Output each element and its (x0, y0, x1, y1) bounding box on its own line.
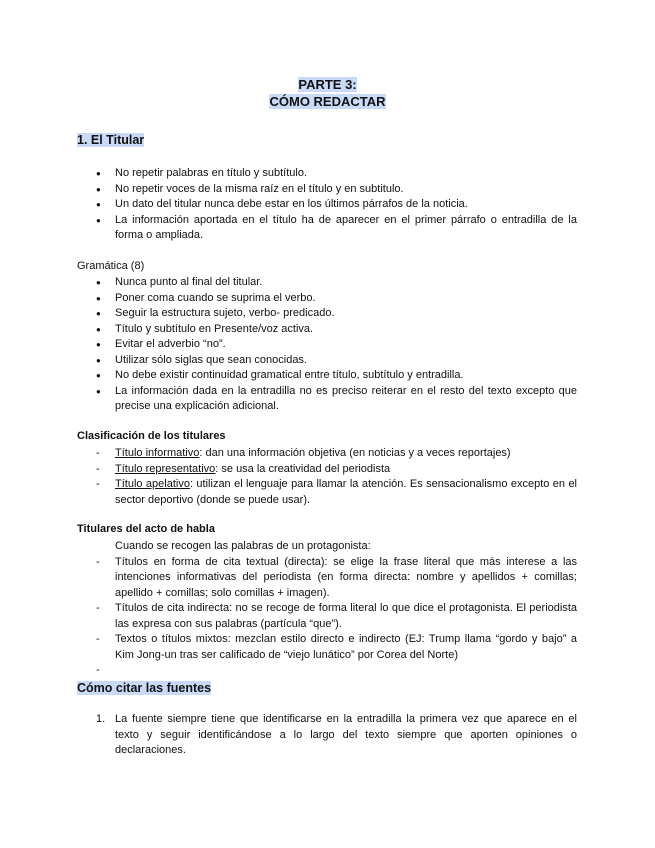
acto-habla-list (77, 539, 577, 679)
acto-habla-heading: Titulares del acto de habla (77, 523, 215, 535)
list-item (77, 712, 577, 759)
list-item-text: La fuente siempre tiene que identificarse en la entradilla la primera vez que aparece en el texto y seguir identificándose a lo largo del texto siempre que aporten opiniones o declaraciones. (115, 713, 577, 756)
list-number: 1. (96, 713, 106, 725)
list-item: ● Nunca punto al final del titular. (77, 275, 577, 291)
title-line-1: PARTE 3: (298, 77, 357, 92)
section-heading-titular (77, 133, 144, 147)
list-item-empty (77, 663, 577, 679)
list-item: - Textos o títulos mixtos: mezclan estilo directo e indirecto (EJ: Trump llama “gordo y bajo” a Kim Jong-un tras ser calificado de “viejo lunático” por Corea del Norte) (77, 632, 577, 663)
list-item: ● La información dada en la entradilla no es preciso reiterar en el resto del texto excepto que precise una explicación adicional. (77, 384, 577, 415)
gramatica-bullet-list (77, 275, 577, 415)
list-item: ● Título y subtítulo en Presente/voz activa. (77, 322, 577, 338)
page-title (0, 76, 655, 110)
list-item: ● Utilizar sólo siglas que sean conocidas. (77, 353, 577, 369)
list-item: ● Seguir la estructura sujeto, verbo- predicado. (77, 306, 577, 322)
list-item: ● No repetir voces de la misma raíz en el título y en subtitulo. (77, 182, 577, 198)
titular-bullet-list (77, 166, 577, 244)
list-item (77, 446, 577, 462)
list-item: ● La información aportada en el título ha de aparecer en el primer párrafo o entradilla de la forma o ampliada. (77, 213, 577, 244)
list-item: ● No debe existir continuidad gramatical entre título, subtítulo y entradilla. (77, 368, 577, 384)
list-item: ● No repetir palabras en título y subtítulo. (77, 166, 577, 182)
list-item (77, 477, 577, 508)
section-heading-text: 1. El Titular (77, 133, 145, 147)
clasificacion-heading: Clasificación de los titulares (77, 430, 226, 442)
list-item: ● Un dato del titular nunca debe estar en los últimos párrafos de la noticia. (77, 197, 577, 213)
list-intro: Cuando se recogen las palabras de un protagonista: (115, 540, 371, 552)
citar-numbered-list (77, 712, 577, 759)
list-item (77, 462, 577, 478)
description: : dan una información objetiva (en noticias y a veces reportajes) (199, 447, 511, 459)
description: : se usa la creatividad del periodista (215, 462, 391, 475)
description: : utilizan el lenguaje para llamar la atención. Es sensacionalismo excepto en el sector deportivo (donde se puede usar). (115, 478, 577, 506)
list-item: ● Poner coma cuando se suprima el verbo. (77, 291, 577, 307)
clasificacion-list (77, 446, 577, 508)
list-item: - Títulos de cita indirecta: no se recoge de forma literal lo que dice el protagonista. El periodista las expresa con sus palabras (partícula “que”). (77, 601, 577, 632)
list-item: ● Evitar el adverbio “no”. (77, 337, 577, 353)
term: Título informativo (115, 447, 200, 459)
gramatica-label: Gramática (8) (77, 260, 145, 272)
citar-heading-text: Cómo citar las fuentes (77, 681, 212, 695)
citar-heading (77, 681, 211, 695)
term: Título representativo (115, 462, 216, 475)
title-line-2: CÓMO REDACTAR (269, 94, 386, 109)
term: Título apelativo (115, 478, 190, 490)
list-item: - Títulos en forma de cita textual (directa): se elige la frase literal que más interese a las intenciones informativas del periodista (en forma directa: nombre y apellidos + comillas; apellido + comillas; solo comillas + imagen). (77, 555, 577, 602)
